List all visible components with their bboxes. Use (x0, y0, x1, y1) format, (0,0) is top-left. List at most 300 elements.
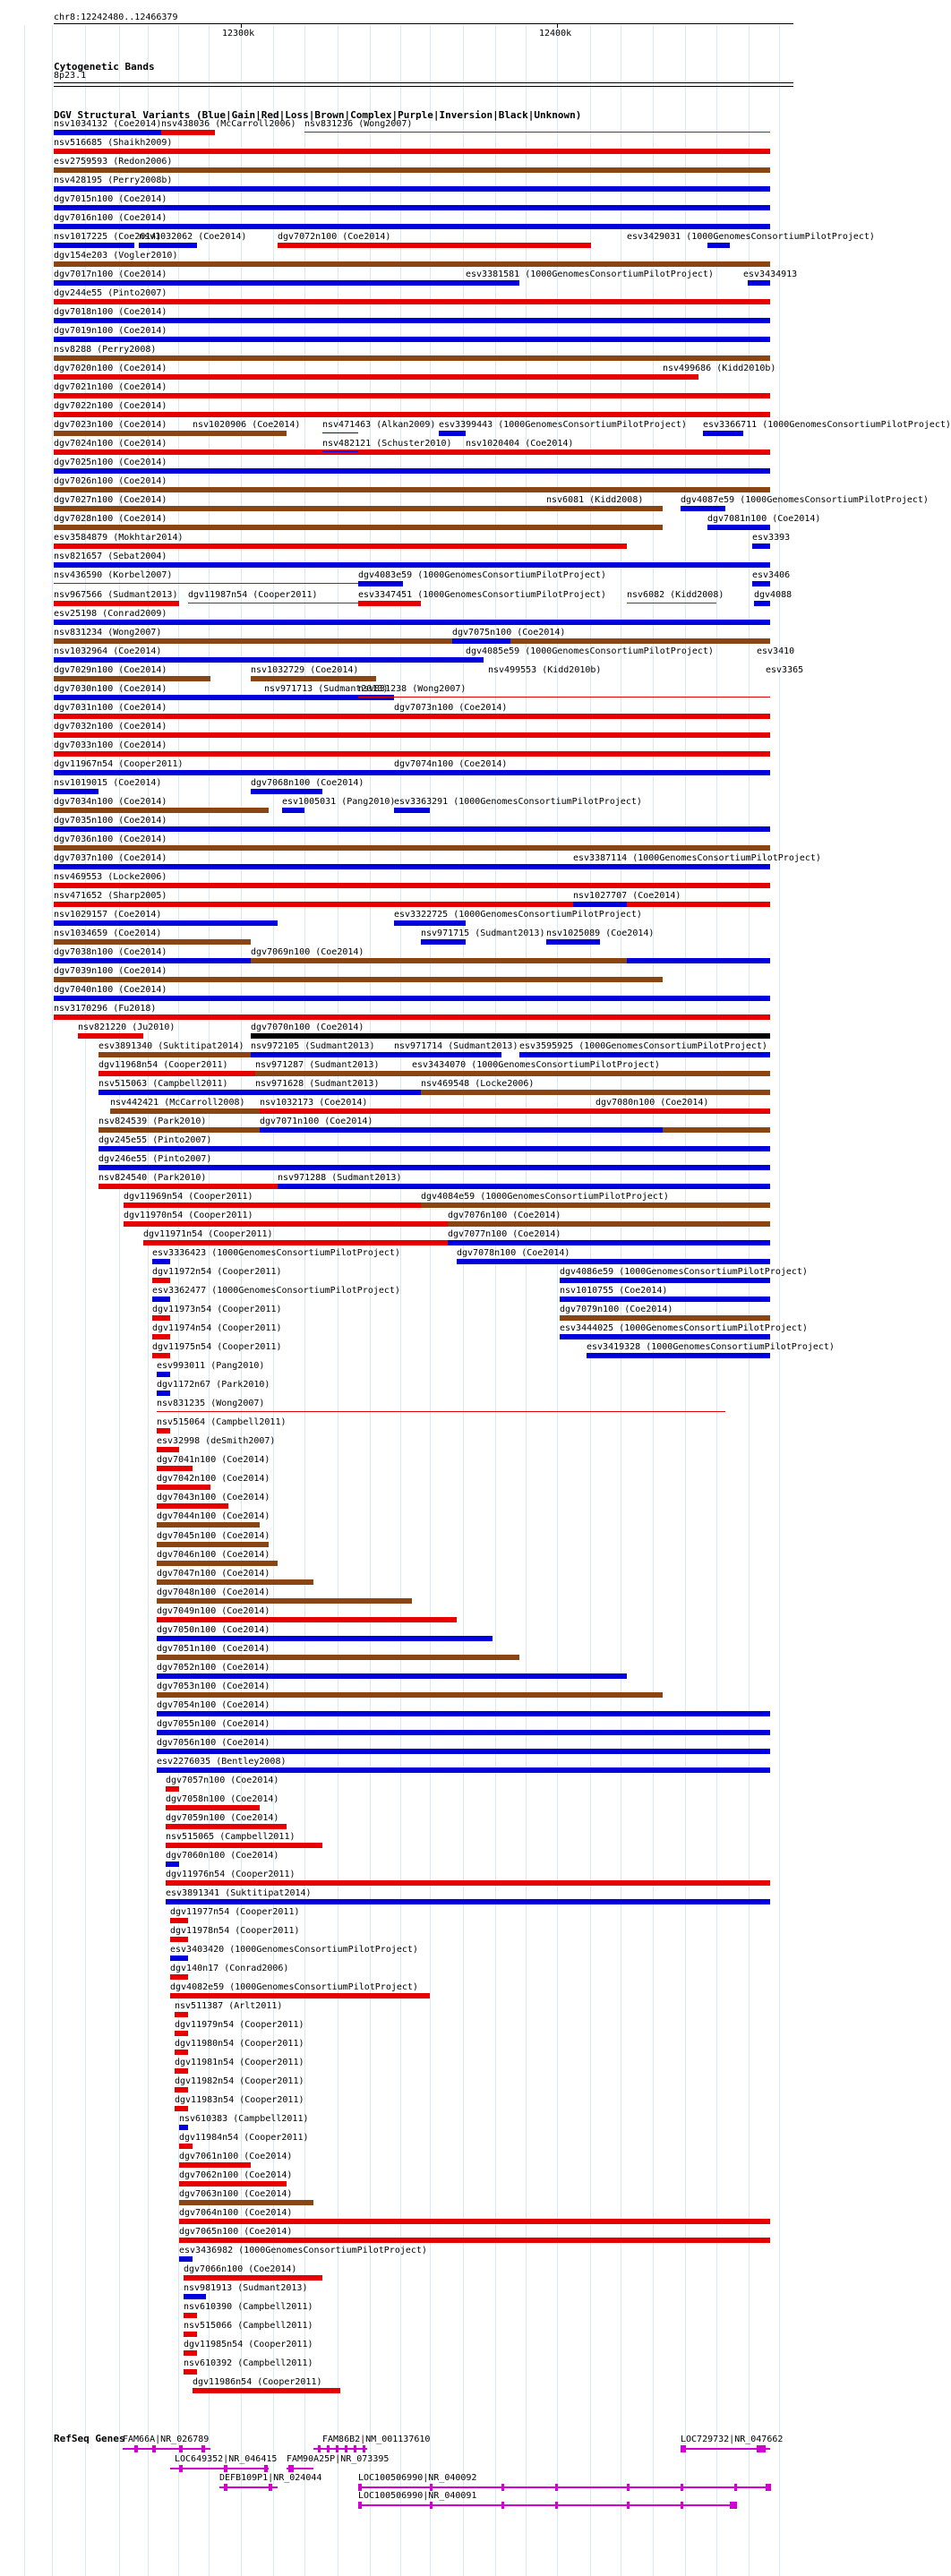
variant-bar[interactable] (54, 130, 170, 135)
variant-bar[interactable] (54, 431, 287, 436)
variant-bar[interactable] (54, 205, 770, 210)
variant-label[interactable]: dgv7052n100 (Coe2014) (157, 1663, 270, 1673)
variant-label[interactable]: dgv7015n100 (Coe2014) (54, 194, 167, 204)
variant-bar[interactable] (157, 1428, 170, 1433)
variant-bar[interactable] (54, 864, 770, 869)
variant-bar[interactable] (157, 1692, 663, 1698)
variant-bar[interactable] (54, 224, 770, 229)
variant-bar[interactable] (560, 1297, 770, 1302)
variant-label[interactable]: esv25198 (Conrad2009) (54, 609, 167, 619)
variant-label[interactable]: dgv7050n100 (Coe2014) (157, 1625, 270, 1635)
variant-bar[interactable] (157, 1522, 260, 1528)
variant-label[interactable]: nsv821220 (Ju2010) (78, 1023, 176, 1032)
variant-bar[interactable] (152, 1278, 170, 1283)
variant-label[interactable]: dgv7076n100 (Coe2014) (448, 1211, 561, 1220)
variant-bar[interactable] (166, 1824, 287, 1829)
variant-label[interactable]: dgv7043n100 (Coe2014) (157, 1493, 270, 1502)
variant-label[interactable]: dgv7059n100 (Coe2014) (166, 1813, 279, 1823)
variant-label[interactable]: dgv11981n54 (Cooper2011) (175, 2058, 304, 2067)
variant-label[interactable]: esv32998 (deSmith2007) (157, 1436, 276, 1446)
variant-bar[interactable] (54, 789, 99, 794)
variant-label[interactable]: nsv515066 (Campbell2011) (184, 2321, 313, 2331)
variant-label[interactable]: dgv7048n100 (Coe2014) (157, 1588, 270, 1597)
variant-bar[interactable] (264, 695, 394, 700)
variant-bar[interactable] (54, 468, 770, 474)
variant-label[interactable]: dgv7065n100 (Coe2014) (179, 2227, 293, 2237)
variant-bar[interactable] (282, 808, 304, 813)
variant-bar[interactable] (546, 939, 600, 945)
gene-label[interactable]: LOC100506990|NR_040092 (358, 2473, 477, 2483)
variant-bar[interactable] (752, 543, 770, 549)
variant-label[interactable]: dgv7073n100 (Coe2014) (394, 703, 508, 713)
variant-bar[interactable] (157, 1655, 519, 1660)
variant-label[interactable]: dgv7057n100 (Coe2014) (166, 1776, 279, 1785)
variant-bar[interactable] (54, 412, 770, 417)
variant-label[interactable]: dgv7074n100 (Coe2014) (394, 759, 508, 769)
variant-label[interactable]: dgv245e55 (Pinto2007) (99, 1135, 212, 1145)
variant-bar[interactable] (166, 1786, 179, 1792)
variant-bar[interactable] (166, 1805, 260, 1810)
variant-label[interactable]: dgv7080n100 (Coe2014) (595, 1098, 709, 1108)
variant-bar[interactable] (304, 132, 770, 133)
variant-label[interactable]: nsv511387 (Arlt2011) (175, 2001, 283, 2011)
variant-label[interactable]: dgv11976n54 (Cooper2011) (166, 1870, 296, 1879)
variant-label[interactable]: dgv7016n100 (Coe2014) (54, 213, 167, 223)
variant-bar[interactable] (54, 845, 770, 851)
gene-label[interactable]: LOC649352|NR_046415 (175, 2454, 278, 2464)
variant-label[interactable]: esv3362477 (1000GenomesConsortiumPilotProject) (152, 1286, 400, 1296)
variant-bar[interactable] (251, 676, 376, 681)
variant-label[interactable]: nsv821657 (Sebat2004) (54, 552, 167, 561)
variant-label[interactable]: dgv11979n54 (Cooper2011) (175, 2020, 304, 2030)
variant-bar[interactable] (560, 1334, 770, 1339)
gene-label[interactable]: FAM66A|NR_026789 (123, 2435, 210, 2444)
variant-bar[interactable] (54, 449, 770, 455)
variant-bar[interactable] (54, 506, 663, 511)
variant-bar[interactable] (54, 318, 770, 323)
variant-bar[interactable] (54, 657, 475, 663)
variant-bar[interactable] (179, 2162, 251, 2168)
variant-bar[interactable] (707, 243, 730, 248)
gene-label[interactable]: FAM90A25P|NR_073395 (287, 2454, 390, 2464)
variant-label[interactable]: dgv7024n100 (Coe2014) (54, 439, 167, 449)
variant-label[interactable]: dgv11983n54 (Cooper2011) (175, 2095, 304, 2105)
variant-label[interactable]: dgv7056n100 (Coe2014) (157, 1738, 270, 1748)
variant-label[interactable]: dgv7064n100 (Coe2014) (179, 2208, 293, 2218)
variant-label[interactable]: dgv1172n67 (Park2010) (157, 1380, 270, 1390)
variant-bar[interactable] (184, 2350, 197, 2356)
variant-bar[interactable] (175, 2050, 188, 2055)
variant-label[interactable]: dgv4086e59 (1000GenomesConsortiumPilotProject) (560, 1267, 808, 1277)
variant-bar[interactable] (152, 1297, 170, 1302)
variant-label[interactable]: nsv516685 (Shaikh2009) (54, 138, 173, 148)
variant-bar[interactable] (573, 864, 600, 869)
variant-bar[interactable] (179, 2144, 193, 2149)
variant-label[interactable]: dgv7075n100 (Coe2014) (452, 628, 566, 638)
variant-bar[interactable] (54, 186, 770, 192)
variant-label[interactable]: dgv7068n100 (Coe2014) (251, 778, 364, 788)
variant-bar[interactable] (157, 1372, 170, 1377)
variant-bar[interactable] (184, 2313, 197, 2318)
variant-label[interactable]: dgv11982n54 (Cooper2011) (175, 2076, 304, 2086)
variant-label[interactable]: nsv1034132 (Coe2014) (54, 119, 162, 129)
variant-label[interactable]: nsv515063 (Campbell2011) (99, 1079, 228, 1089)
variant-bar[interactable] (54, 676, 210, 681)
variant-bar[interactable] (439, 431, 466, 436)
variant-label[interactable]: dgv11967n54 (Cooper2011) (54, 759, 184, 769)
variant-label[interactable]: esv3410 (757, 646, 795, 656)
variant-label[interactable]: dgv11973n54 (Cooper2011) (152, 1305, 282, 1314)
variant-bar[interactable] (54, 355, 770, 361)
gene-line[interactable] (358, 2504, 734, 2506)
variant-bar[interactable] (175, 2068, 188, 2074)
variant-label[interactable]: nsv3170296 (Fu2018) (54, 1004, 157, 1014)
variant-bar[interactable] (54, 374, 663, 380)
variant-label[interactable]: nsv967566 (Sudmant2013) (54, 590, 178, 600)
variant-bar[interactable] (394, 770, 770, 775)
gene-line[interactable] (170, 2468, 269, 2469)
variant-bar[interactable] (394, 1052, 501, 1057)
variant-label[interactable]: dgv7081n100 (Coe2014) (707, 514, 821, 524)
variant-label[interactable]: dgv7045n100 (Coe2014) (157, 1531, 270, 1541)
variant-label[interactable]: dgv7061n100 (Coe2014) (179, 2152, 293, 2161)
variant-bar[interactable] (170, 1937, 188, 1942)
variant-label[interactable]: nsv971287 (Sudmant2013) (255, 1060, 380, 1070)
variant-bar[interactable] (452, 638, 510, 644)
variant-bar[interactable] (152, 1353, 170, 1358)
variant-bar[interactable] (394, 808, 430, 813)
variant-label[interactable]: nsv831234 (Wong2007) (54, 628, 162, 638)
variant-bar[interactable] (157, 1411, 725, 1412)
variant-bar[interactable] (457, 1259, 770, 1264)
variant-bar[interactable] (179, 2125, 188, 2130)
variant-bar[interactable] (166, 1843, 322, 1848)
variant-bar[interactable] (595, 1108, 770, 1114)
variant-bar[interactable] (139, 243, 197, 248)
variant-bar[interactable] (99, 1146, 770, 1151)
variant-bar[interactable] (54, 902, 770, 907)
variant-bar[interactable] (54, 337, 770, 342)
variant-label[interactable]: esv3595925 (1000GenomesConsortiumPilotProject) (519, 1041, 767, 1051)
variant-label[interactable]: nsv1020404 (Coe2014) (466, 439, 574, 449)
variant-bar[interactable] (170, 1974, 188, 1980)
variant-label[interactable]: dgv4085e59 (1000GenomesConsortiumPilotProject) (466, 646, 714, 656)
variant-label[interactable]: dgv7063n100 (Coe2014) (179, 2189, 293, 2199)
variant-bar[interactable] (175, 2087, 188, 2092)
variant-bar[interactable] (251, 789, 322, 794)
gene-label[interactable]: DEFB109P1|NR_024044 (219, 2473, 322, 2483)
variant-label[interactable]: nsv824540 (Park2010) (99, 1173, 207, 1183)
variant-label[interactable]: dgv7058n100 (Coe2014) (166, 1794, 279, 1804)
variant-bar[interactable] (260, 1127, 663, 1133)
variant-label[interactable]: dgv7049n100 (Coe2014) (157, 1606, 270, 1616)
variant-bar[interactable] (251, 1033, 770, 1039)
variant-label[interactable]: dgv7025n100 (Coe2014) (54, 458, 167, 467)
variant-bar[interactable] (170, 1956, 188, 1961)
variant-label[interactable]: dgv11984n54 (Cooper2011) (179, 2133, 309, 2143)
variant-label[interactable]: nsv981913 (Sudmant2013) (184, 2283, 308, 2293)
variant-label[interactable]: dgv4087e59 (1000GenomesConsortiumPilotProject) (681, 495, 929, 505)
variant-bar[interactable] (54, 714, 770, 719)
variant-label[interactable]: dgv7070n100 (Coe2014) (251, 1023, 364, 1032)
variant-label[interactable]: nsv824539 (Park2010) (99, 1117, 207, 1126)
variant-label[interactable]: dgv7060n100 (Coe2014) (166, 1851, 279, 1861)
variant-label[interactable]: dgv4084e59 (1000GenomesConsortiumPilotProject) (421, 1192, 669, 1202)
variant-bar[interactable] (184, 2369, 197, 2375)
variant-label[interactable]: esv2276035 (Bentley2008) (157, 1757, 287, 1767)
variant-bar[interactable] (466, 657, 484, 663)
variant-label[interactable]: nsv469548 (Locke2006) (421, 1079, 535, 1089)
variant-label[interactable]: dgv7044n100 (Coe2014) (157, 1511, 270, 1521)
variant-label[interactable]: dgv7039n100 (Coe2014) (54, 966, 167, 976)
variant-label[interactable]: esv3381581 (1000GenomesConsortiumPilotProject) (466, 270, 714, 279)
variant-label[interactable]: dgv11971n54 (Cooper2011) (143, 1229, 273, 1239)
variant-bar[interactable] (175, 2012, 188, 2017)
variant-label[interactable]: dgv7054n100 (Coe2014) (157, 1700, 270, 1710)
variant-label[interactable]: esv3434913 (743, 270, 798, 279)
variant-bar[interactable] (157, 1447, 179, 1452)
variant-label[interactable]: dgv11985n54 (Cooper2011) (184, 2340, 313, 2349)
variant-label[interactable]: esv3365 (766, 665, 804, 675)
variant-label[interactable]: nsv515065 (Campbell2011) (166, 1832, 296, 1842)
variant-bar[interactable] (54, 525, 663, 530)
variant-bar[interactable] (54, 996, 770, 1001)
variant-label[interactable]: dgv7062n100 (Coe2014) (179, 2170, 293, 2180)
variant-label[interactable]: dgv7079n100 (Coe2014) (560, 1305, 673, 1314)
variant-label[interactable]: nsv515064 (Campbell2011) (157, 1417, 287, 1427)
variant-bar[interactable] (157, 1636, 493, 1641)
variant-label[interactable]: nsv610392 (Campbell2011) (184, 2358, 313, 2368)
gene-line[interactable] (313, 2448, 367, 2450)
variant-bar[interactable] (54, 977, 663, 982)
variant-label[interactable]: esv3584879 (Mokhtar2014) (54, 533, 184, 543)
variant-label[interactable]: esv3393 (752, 533, 791, 543)
variant-bar[interactable] (179, 2238, 770, 2243)
variant-bar[interactable] (170, 1993, 430, 1998)
variant-label[interactable]: dgv7022n100 (Coe2014) (54, 401, 167, 411)
variant-bar[interactable] (157, 1711, 770, 1716)
variant-label[interactable]: nsv1010755 (Coe2014) (560, 1286, 668, 1296)
variant-bar[interactable] (54, 939, 251, 945)
variant-bar[interactable] (54, 1014, 770, 1020)
variant-bar[interactable] (54, 751, 770, 757)
variant-label[interactable]: esv3363291 (1000GenomesConsortiumPilotProject) (394, 797, 642, 807)
variant-bar[interactable] (412, 1071, 770, 1076)
variant-bar[interactable] (448, 1240, 770, 1245)
variant-bar[interactable] (54, 261, 770, 267)
variant-bar[interactable] (54, 583, 358, 584)
variant-label[interactable]: nsv8288 (Perry2008) (54, 345, 157, 355)
variant-bar[interactable] (152, 1315, 170, 1321)
variant-label[interactable]: nsv471463 (Alkan2009) (322, 420, 436, 430)
gene-label[interactable]: LOC100506990|NR_040091 (358, 2491, 477, 2501)
variant-bar[interactable] (560, 1278, 770, 1283)
variant-label[interactable]: dgv7046n100 (Coe2014) (157, 1550, 270, 1560)
variant-bar[interactable] (748, 280, 770, 286)
variant-label[interactable]: nsv610383 (Campbell2011) (179, 2114, 309, 2124)
variant-bar[interactable] (358, 581, 403, 586)
variant-label[interactable]: dgv7023n100 (Coe2014) (54, 420, 167, 430)
variant-bar[interactable] (166, 1880, 770, 1886)
variant-label[interactable]: dgv11972n54 (Cooper2011) (152, 1267, 282, 1277)
variant-label[interactable]: dgv4088 (754, 590, 792, 600)
variant-bar[interactable] (179, 2256, 193, 2262)
variant-label[interactable]: dgv7037n100 (Coe2014) (54, 853, 167, 863)
variant-label[interactable]: nsv1027707 (Coe2014) (573, 891, 681, 901)
variant-label[interactable]: nsv499553 (Kidd2010b) (488, 665, 602, 675)
variant-bar[interactable] (157, 1598, 412, 1604)
variant-bar[interactable] (193, 2388, 340, 2393)
variant-label[interactable]: dgv154e203 (Vogler2010) (54, 251, 178, 261)
variant-label[interactable]: dgv4083e59 (1000GenomesConsortiumPilotProject) (358, 570, 606, 580)
variant-bar[interactable] (358, 601, 421, 606)
variant-bar[interactable] (752, 581, 770, 586)
variant-label[interactable]: dgv7055n100 (Coe2014) (157, 1719, 270, 1729)
variant-label[interactable]: nsv610390 (Campbell2011) (184, 2302, 313, 2312)
variant-label[interactable]: nsv1029157 (Coe2014) (54, 910, 162, 920)
variant-bar[interactable] (157, 1485, 210, 1490)
variant-label[interactable]: nsv831236 (Wong2007) (304, 119, 413, 129)
variant-label[interactable]: dgv7035n100 (Coe2014) (54, 816, 167, 826)
variant-label[interactable]: dgv11968n54 (Cooper2011) (99, 1060, 228, 1070)
variant-label[interactable]: dgv7047n100 (Coe2014) (157, 1569, 270, 1579)
variant-bar[interactable] (152, 1334, 170, 1339)
variant-label[interactable]: dgv7029n100 (Coe2014) (54, 665, 167, 675)
variant-bar[interactable] (78, 1033, 143, 1039)
variant-label[interactable]: nsv971628 (Sudmant2013) (255, 1079, 380, 1089)
variant-label[interactable]: dgv7040n100 (Coe2014) (54, 985, 167, 995)
variant-label[interactable]: dgv7069n100 (Coe2014) (251, 947, 364, 957)
variant-label[interactable]: esv3891340 (Suktitipat2014) (99, 1041, 244, 1051)
variant-bar[interactable] (99, 1052, 251, 1057)
variant-bar[interactable] (157, 1391, 170, 1396)
variant-bar[interactable] (663, 374, 698, 380)
variant-bar[interactable] (157, 1561, 278, 1566)
variant-label[interactable]: nsv971715 (Sudmant2013) (421, 929, 545, 938)
variant-label[interactable]: esv3406 (752, 570, 791, 580)
variant-label[interactable]: dgv7027n100 (Coe2014) (54, 495, 167, 505)
variant-label[interactable]: dgv7021n100 (Coe2014) (54, 382, 167, 392)
variant-bar[interactable] (54, 543, 627, 549)
variant-bar[interactable] (54, 149, 770, 154)
variant-bar[interactable] (152, 1259, 170, 1264)
variant-label[interactable]: esv3387114 (1000GenomesConsortiumPilotProject) (573, 853, 821, 863)
variant-label[interactable]: nsv6082 (Kidd2008) (627, 590, 724, 600)
variant-bar[interactable] (448, 1221, 770, 1227)
variant-label[interactable]: nsv1032729 (Coe2014) (251, 665, 359, 675)
variant-label[interactable]: nsv469553 (Locke2006) (54, 872, 167, 882)
variant-bar[interactable] (322, 451, 358, 452)
variant-label[interactable]: nsv436590 (Korbel2007) (54, 570, 173, 580)
variant-bar[interactable] (54, 883, 770, 888)
variant-bar[interactable] (560, 1315, 770, 1321)
variant-label[interactable]: dgv7032n100 (Coe2014) (54, 722, 167, 732)
variant-label[interactable]: nsv1017225 (Coe2014) (54, 232, 162, 242)
variant-bar[interactable] (681, 506, 725, 511)
variant-bar[interactable] (157, 1673, 627, 1679)
variant-label[interactable]: dgv7030n100 (Coe2014) (54, 684, 167, 694)
variant-bar[interactable] (157, 1767, 770, 1773)
variant-label[interactable]: nsv1032062 (Coe2014) (139, 232, 247, 242)
variant-label[interactable]: dgv7051n100 (Coe2014) (157, 1644, 270, 1654)
variant-label[interactable]: dgv11970n54 (Cooper2011) (124, 1211, 253, 1220)
variant-label[interactable]: esv993011 (Pang2010) (157, 1361, 265, 1371)
variant-bar[interactable] (54, 920, 278, 926)
variant-label[interactable]: dgv7078n100 (Coe2014) (457, 1248, 570, 1258)
variant-label[interactable]: nsv1032173 (Coe2014) (260, 1098, 368, 1108)
variant-label[interactable]: dgv7036n100 (Coe2014) (54, 834, 167, 844)
variant-label[interactable]: dgv7026n100 (Coe2014) (54, 476, 167, 486)
variant-label[interactable]: dgv11974n54 (Cooper2011) (152, 1323, 282, 1333)
variant-label[interactable]: esv1005031 (Pang2010) (282, 797, 396, 807)
variant-label[interactable]: nsv1019015 (Coe2014) (54, 778, 162, 788)
variant-label[interactable]: nsv1032964 (Coe2014) (54, 646, 162, 656)
variant-bar[interactable] (175, 2031, 188, 2036)
variant-label[interactable]: dgv4082e59 (1000GenomesConsortiumPilotProject) (170, 1982, 418, 1992)
variant-label[interactable]: esv3434070 (1000GenomesConsortiumPilotProject) (412, 1060, 660, 1070)
variant-bar[interactable] (703, 431, 743, 436)
variant-label[interactable]: esv3347451 (1000GenomesConsortiumPilotProject) (358, 590, 606, 600)
variant-label[interactable]: dgv7031n100 (Coe2014) (54, 703, 167, 713)
variant-label[interactable]: dgv244e55 (Pinto2007) (54, 288, 167, 298)
variant-label[interactable]: dgv11969n54 (Cooper2011) (124, 1192, 253, 1202)
gene-label[interactable]: LOC729732|NR_047662 (681, 2435, 784, 2444)
variant-label[interactable]: nsv971288 (Sudmant2013) (278, 1173, 402, 1183)
variant-label[interactable]: dgv11975n54 (Cooper2011) (152, 1342, 282, 1352)
variant-bar[interactable] (54, 243, 134, 248)
variant-bar[interactable] (54, 620, 770, 625)
variant-label[interactable]: nsv971713 (Sudmant2013) (264, 684, 389, 694)
variant-label[interactable]: dgv7033n100 (Coe2014) (54, 740, 167, 750)
variant-bar[interactable] (546, 508, 600, 509)
variant-bar[interactable] (54, 732, 770, 738)
variant-bar[interactable] (707, 525, 770, 530)
variant-bar[interactable] (54, 562, 770, 568)
variant-label[interactable]: nsv1034659 (Coe2014) (54, 929, 162, 938)
variant-bar[interactable] (179, 2181, 287, 2187)
variant-label[interactable]: esv3403420 (1000GenomesConsortiumPilotProject) (170, 1945, 418, 1955)
variant-bar[interactable] (157, 1579, 313, 1585)
variant-label[interactable]: esv3322725 (1000GenomesConsortiumPilotProject) (394, 910, 642, 920)
variant-label[interactable]: dgv7077n100 (Coe2014) (448, 1229, 561, 1239)
variant-bar[interactable] (251, 958, 627, 963)
variant-bar[interactable] (157, 1730, 770, 1735)
variant-bar[interactable] (421, 1090, 770, 1095)
variant-label[interactable]: esv3891341 (Suktitipat2014) (166, 1888, 312, 1898)
variant-bar[interactable] (573, 902, 627, 907)
variant-label[interactable]: dgv7038n100 (Coe2014) (54, 947, 167, 957)
variant-bar[interactable] (175, 2106, 188, 2111)
variant-label[interactable]: dgv7053n100 (Coe2014) (157, 1682, 270, 1691)
variant-label[interactable]: dgv7041n100 (Coe2014) (157, 1455, 270, 1465)
variant-bar[interactable] (157, 1749, 770, 1754)
variant-bar[interactable] (157, 1542, 269, 1547)
variant-bar[interactable] (54, 299, 770, 304)
variant-label[interactable]: dgv7017n100 (Coe2014) (54, 270, 167, 279)
variant-label[interactable]: nsv971714 (Sudmant2013) (394, 1041, 518, 1051)
variant-bar[interactable] (54, 638, 770, 644)
variant-bar[interactable] (184, 2275, 322, 2281)
variant-label[interactable]: nsv6081 (Kidd2008) (546, 495, 644, 505)
variant-bar[interactable] (278, 1184, 770, 1189)
variant-label[interactable]: dgv11980n54 (Cooper2011) (175, 2039, 304, 2049)
variant-bar[interactable] (54, 601, 179, 606)
variant-bar[interactable] (54, 826, 770, 832)
variant-bar[interactable] (519, 1052, 770, 1057)
variant-label[interactable]: dgv11978n54 (Cooper2011) (170, 1926, 300, 1936)
variant-bar[interactable] (170, 1918, 188, 1923)
variant-label[interactable]: esv3336423 (1000GenomesConsortiumPilotProject) (152, 1248, 400, 1258)
